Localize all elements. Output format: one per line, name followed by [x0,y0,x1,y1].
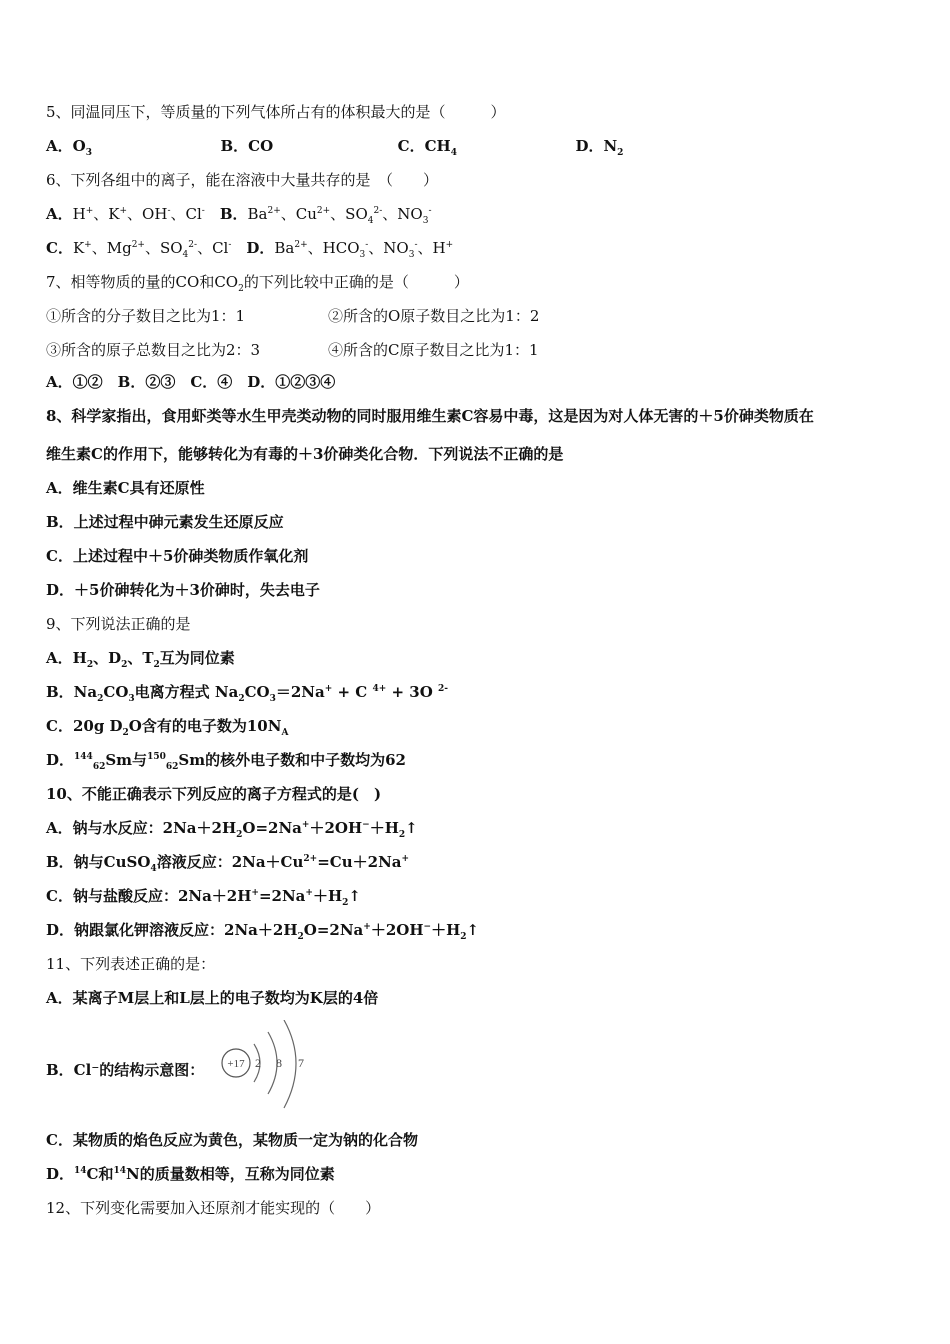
q6-options-ab: A．H+、K+、OH-、Cl- B．$Ba^{2+}$、$Cu^{2+}$、$SO_4^{2-}$、$NO_3^-$ [46,205,432,226]
q8-stem-line1: 8、科学家指出，食用虾类等水生甲壳类动物的同时服用维生素C容易中毒，这是因为对人体无害的＋5价砷类物质在 [46,407,814,425]
q10-option-a: A．钠与水反应：$2Na+2H_2O=2Na^++2OH^-+H_2↑$ [46,819,418,840]
q7-statement-1: ①所含的分子数目之比为1：1 [46,307,246,325]
q8-option-c: C．上述过程中＋5价砷类物质作氧化剂 [46,547,309,565]
q6-options-cd: C．K+、$Mg^{2+}$、$SO_4^{2-}$、Cl- D．$Ba^{2+}$、$HCO_3^-$、$NO_3^-$、H+ [46,239,454,260]
q9-option-d: D．$^{144}_{62}$Sm与$^{150}_{62}$Sm的核外电子数和中子数均为62 [46,751,406,772]
q9-option-c: C．20g $D_2O$含有的电子数为$10N_A$ [46,717,289,738]
shell-1-count: 2 [255,1056,261,1070]
q11-option-c: C．某物质的焰色反应为黄色，某物质一定为钠的化合物 [46,1131,418,1149]
q7-stem: 7、相等物质的量的CO和$CO_2$的下列比较中正确的是（ ） [46,273,469,294]
q8-option-d: D．＋5价砷转化为＋3价砷时，失去电子 [46,581,320,599]
q10-option-c: C．钠与盐酸反应：$2Na+2H^+=2Na^++H_2↑$ [46,887,361,908]
q9-option-b: B．$Na_2CO_3$电离方程式 $Na_2CO_3=2Na^+ + C$ $^{4+}$ + 3O $^{2-}$ [46,683,449,704]
q11-option-d: D．$^{14}$C和$^{14}$N的质量数相等，互称为同位素 [46,1165,335,1183]
q7-options: A．①② B．②③ C．④ D．①②③④ [46,373,336,391]
q9-stem: 9、下列说法正确的是 [46,615,191,633]
chloride-ion-structure-diagram [218,1020,314,1110]
shell-3-count: 7 [298,1056,304,1070]
q8-stem-line2: 维生素C的作用下，能够转化为有毒的＋3价砷类化合物．下列说法不正确的是 [46,445,564,463]
q5-option-d: D．$N_2$ [575,137,624,158]
q5-options [46,136,623,156]
q11-option-b: B．Cl⁻的结构示意图： [46,1061,205,1079]
shell-2-count: 8 [276,1056,282,1070]
q7-statement-3: ③所含的原子总数目之比为2：3 [46,341,261,359]
nucleus-charge: +17 [227,1058,245,1070]
q5-option-a: A．$O_3$ [46,137,92,158]
q10-option-b: B．钠与CuSO$_4$溶液反应：$2Na+Cu^{2+}=Cu+2Na^+$ [46,853,410,874]
q7-statement-2: ②所含的O原子数目之比为1：2 [328,307,540,325]
q5-option-b: B．CO [220,137,274,155]
q7-statement-4: ④所含的C原子数目之比为1：1 [328,341,539,359]
q5-stem: 5、同温同压下，等质量的下列气体所占有的体积最大的是（ ） [46,103,506,121]
electron-shell-3 [284,1020,296,1108]
q10-stem: 10、不能正确表示下列反应的离子方程式的是( ) [46,785,382,803]
q11-option-a: A．某离子M层上和L层上的电子数均为K层的4倍 [46,989,379,1007]
q11-stem: 11、下列表述正确的是： [46,955,216,973]
q6-stem: 6、下列各组中的离子，能在溶液中大量共存的是 （ ） [46,171,439,189]
q5-option-c: C．$CH_4$ [397,137,457,158]
q9-option-a: A．$H_2$、$D_2$、$T_2$互为同位素 [46,649,235,670]
q8-option-b: B．上述过程中砷元素发生还原反应 [46,513,284,531]
q10-option-d: D．钠跟氯化钾溶液反应：$2Na+2H_2O=2Na^++2OH^-+H_2↑$ [46,921,480,942]
q12-stem: 12、下列变化需要加入还原剂才能实现的（ ） [46,1199,381,1217]
q8-option-a: A．维生素C具有还原性 [46,479,205,497]
